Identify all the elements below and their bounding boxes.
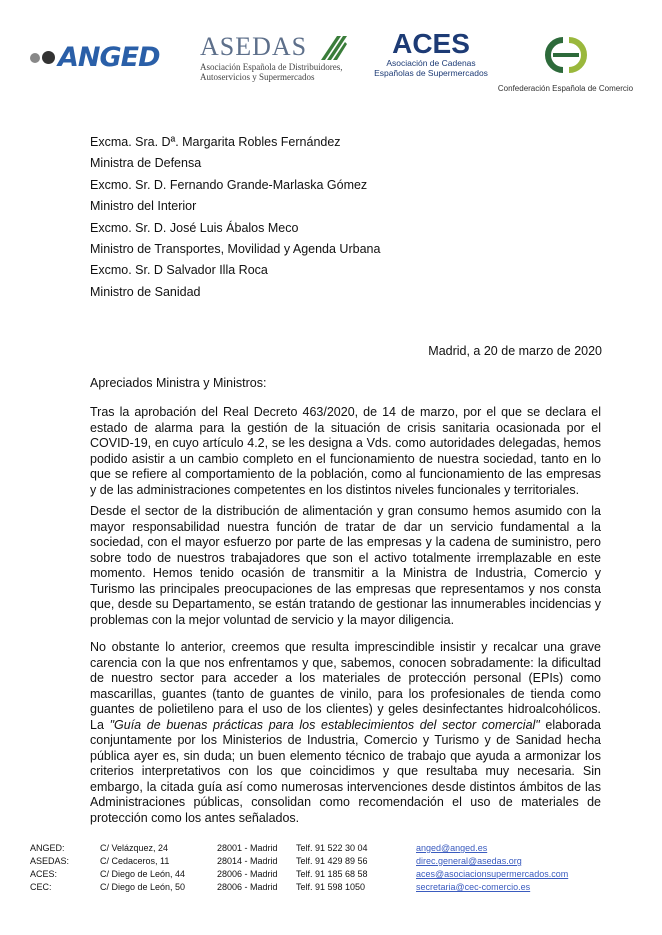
cec-subtitle: Confederación Española de Comercio [497,84,634,93]
aces-subtitle-2: Españolas de Supermercados [374,68,488,78]
footer-phone: Telf. 91 429 89 56 [296,856,368,866]
footer-phone: Telf. 91 185 68 58 [296,869,368,879]
recipient-line: Ministra de Defensa [90,156,202,171]
cec-logo [493,34,638,93]
footer-email-link[interactable]: anged@anged.es [416,843,488,853]
footer-org: CEC: [30,882,52,892]
letter-date: Madrid, a 20 de marzo de 2020 [428,344,602,358]
footer-org: ANGED: [30,843,65,853]
footer-postal: 28014 - Madrid [217,856,278,866]
recipient-line: Ministro de Transportes, Movilidad y Agenda Urbana [90,242,381,257]
paragraph-2: Desde el sector de la distribución de alimentación y gran consumo hemos asumido con la mayor responsabilidad nuestra función de tratar de dar un servicio fundamental a la sociedad, con el mayor esfuerzo por parte de las empresas y la cadena de suministro, pero sobre todo de nuestros trabajadores que son el activo totalmente irremplazable en este momento. Hemos tenido ocasión de transmitir a la Ministra de Industria, Comercio y Turismo las principales preocupaciones de las empresas que representamos y nos consta que, desde su Departamento, se están tratando de gestionar las innumerables incidencias y problemas con la mejor voluntad de servicio y la mayor diligencia. [90,504,601,627]
footer-email-link[interactable]: secretaria@cec-comercio.es [416,882,531,892]
asedas-subtitle-1: Asociación Española de Distribuidores, [200,62,343,72]
paragraph-3-text-b: elaborada conjuntamente por los Ministerios de Industria, Comercio y Turismo y de Sanidad hecha pública ayer es, sin duda; un buen elemento técnico de trabajo que ayuda a armonizar los criterios interpretativos con los que coincidimos y que resultaba muy necesaria. Sin embargo, la citada guía así como numerosas intervenciones desde distintos ámbitos de las Administraciones públicas, consolidan como recomendación el uso de materiales de protección como los antes señalados. [90,717,601,825]
footer-address: C/ Cedaceros, 11 [100,856,170,866]
aces-subtitle-1: Asociación de Cadenas [386,58,476,68]
salutation: Apreciados Ministra y Ministros: [90,376,267,390]
footer-email-link[interactable]: aces@asociacionsupermercados.com [416,869,569,879]
paragraph-3-text-a: No obstante lo anterior, creemos que resulta imprescindible insistir y recalcar una grave carencia con la que nos enfrentamos y que, sabemos, conocen sobradamente: la dificultad de nuestro sector para acceder a los materiales de protección personal (EPIs) como mascarillas, guantes (tanto de guantes de vinilo, para los profesionales de tienda como guantes de polietileno para el uso de los clientes) y geles desinfectantes hidroalcohólicos. La [90,640,601,732]
recipient-line: Excmo. Sr. D Salvador Illa Roca [90,263,268,278]
cec-emblem-icon [535,34,597,76]
recipients-block [90,132,380,303]
guide-title: "Guía de buenas prácticas para los establecimientos del sector comercial" [109,717,540,732]
aces-logo [372,30,490,78]
footer-postal: 28006 - Madrid [217,882,278,892]
recipient-line: Excmo. Sr. D. José Luis Ábalos Meco [90,220,299,235]
footer-org: ACES: [30,869,58,879]
footer-email-link[interactable]: direc.general@asedas.org [416,856,522,866]
footer-address: C/ Velázquez, 24 [100,843,169,853]
footer-address: C/ Diego de León, 44 [100,869,186,879]
anged-logo [30,42,160,73]
letterhead-logos [0,28,662,98]
asedas-stripes-icon [317,34,349,62]
footer-address: C/ Diego de León, 50 [100,882,186,892]
recipient-line: Ministro de Sanidad [90,284,201,299]
footer-postal: 28001 - Madrid [217,843,278,853]
paragraph-1: Tras la aprobación del Real Decreto 463/2020, de 14 de marzo, por el que se declara el estado de alarma para la gestión de la situación de crisis sanitaria ocasionada por el COVID-19, en cuyo artículo 4.2, se les designa a Vds. como autoridades delegadas, hemos podido asistir a un cambio completo en el funcionamiento de nuestra sociedad, tanto en lo que se refiere al comportamiento de la población, como al funcionamiento de las empresas y de las administraciones competentes en los distintos niveles funcionales y territoriales. [90,405,601,497]
recipient-line: Ministro del Interior [90,199,197,214]
aces-logo-text: ACES [392,28,470,59]
footer-postal: 28006 - Madrid [217,869,278,879]
anged-logo-text: ANGED [58,42,160,73]
footer-phone: Telf. 91 522 30 04 [296,843,368,853]
footer-phone: Telf. 91 598 1050 [296,882,366,892]
footer-org: ASEDAS: [30,856,70,866]
asedas-logo [200,32,360,82]
asedas-subtitle-2: Autoservicios y Supermercados [200,72,315,82]
recipient-line: Excma. Sra. Dª. Margarita Robles Fernández [90,135,341,149]
paragraph-3 [90,640,601,826]
asedas-logo-text: ASEDAS [200,32,308,61]
recipient-line: Excmo. Sr. D. Fernando Grande-Marlaska Gómez [90,177,368,192]
